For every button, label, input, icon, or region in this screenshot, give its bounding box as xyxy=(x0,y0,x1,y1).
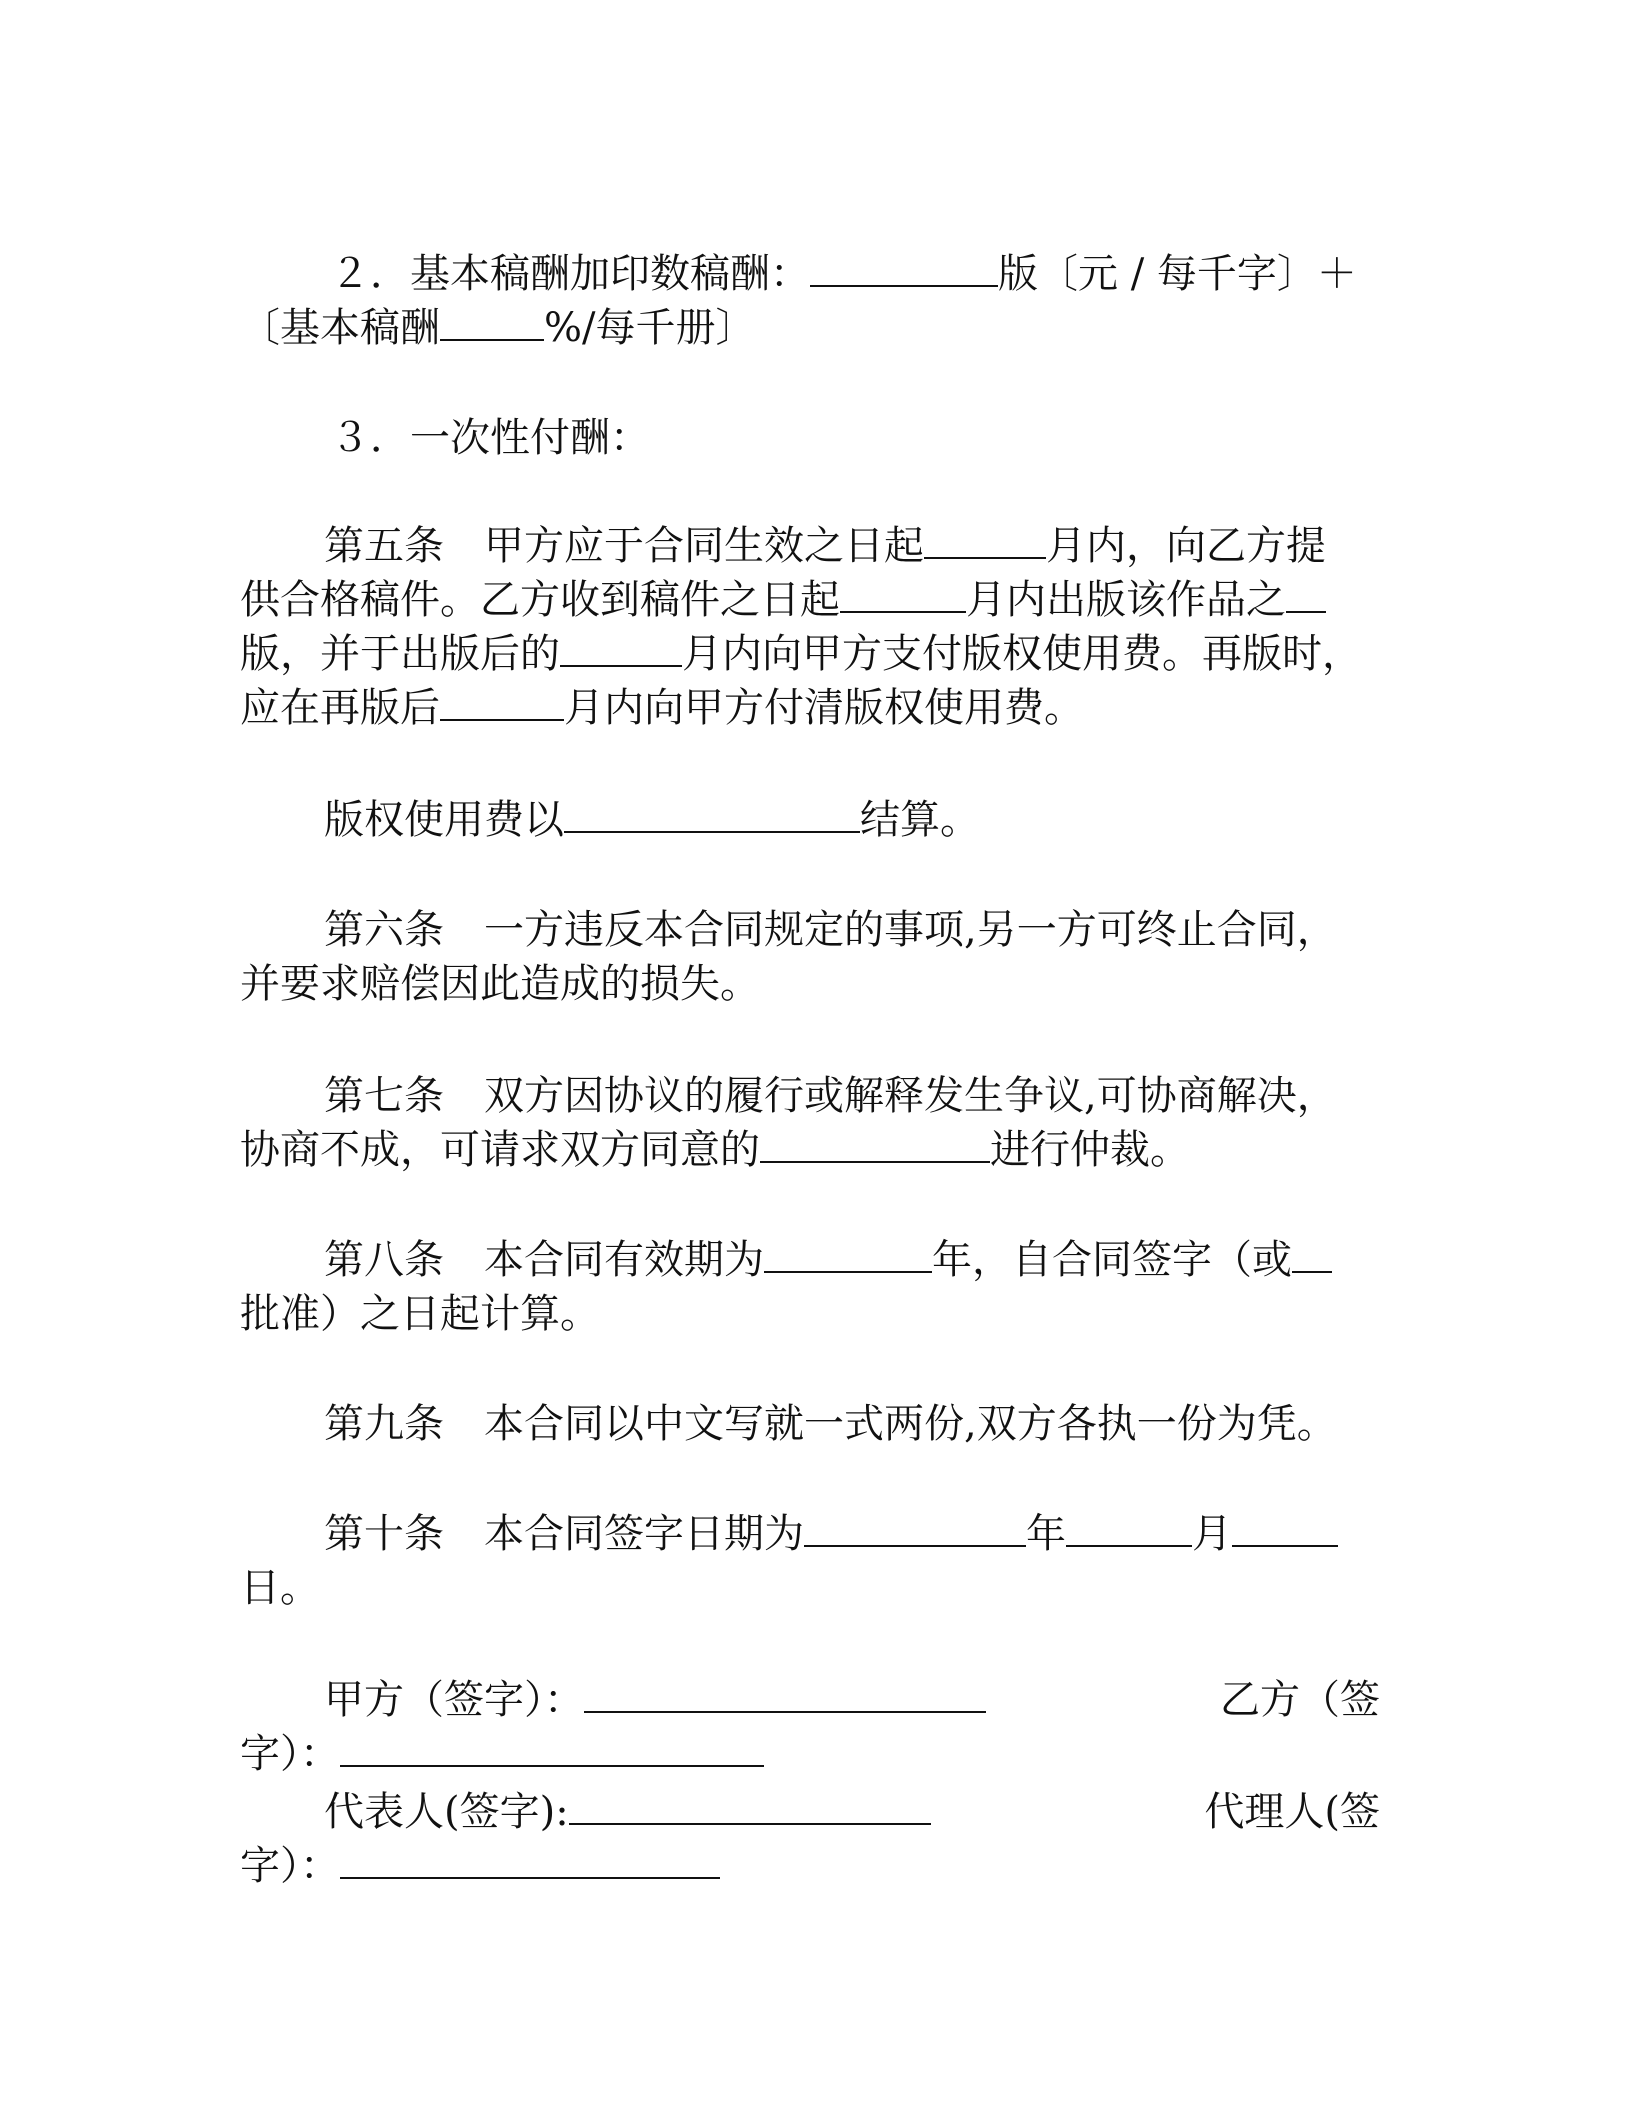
article6-text-2: 并要求赔偿因此造成的损失。 xyxy=(240,961,760,1007)
party-a-signature-field[interactable] xyxy=(584,1677,986,1713)
blank-field[interactable] xyxy=(764,1237,932,1273)
article8-text-1a: 第八条 本合同有效期为 xyxy=(324,1237,764,1283)
article9-line1 xyxy=(240,1396,1380,1452)
blank-field[interactable] xyxy=(1286,577,1326,613)
article5-text-3a: 版，并于出版后的 xyxy=(240,631,560,677)
article7-line1 xyxy=(240,1068,1380,1124)
blank-field[interactable] xyxy=(440,685,564,721)
article7-text-2a: 协商不成，可请求双方同意的 xyxy=(240,1127,760,1173)
representative-label: 代表人(签字): xyxy=(324,1789,569,1835)
blank-field[interactable] xyxy=(1292,1237,1332,1273)
party-b-label-cont: 字）： xyxy=(240,1731,340,1777)
blank-field[interactable] xyxy=(804,1511,1026,1547)
blank-field[interactable] xyxy=(924,523,1046,559)
article5-text-1b: 月内，向乙方提 xyxy=(1046,523,1326,569)
party-b-label: 乙方（签 xyxy=(1220,1677,1380,1723)
signature-row-2 xyxy=(240,1726,1380,1782)
agent-signature-field[interactable] xyxy=(340,1843,720,1879)
representative-signature-field[interactable] xyxy=(569,1789,931,1825)
item2-text-c: 〔基本稿酬 xyxy=(240,305,440,351)
article10-line1 xyxy=(240,1506,1380,1562)
party-b-signature-field[interactable] xyxy=(340,1731,764,1767)
article5-text-1a: 第五条 甲方应于合同生效之日起 xyxy=(324,523,924,569)
agent-label-cont: 字）： xyxy=(240,1843,340,1889)
article5-text-4a: 应在再版后 xyxy=(240,685,440,731)
party-a-label: 甲方（签字）： xyxy=(324,1677,584,1723)
article5-text-2b: 月内出版该作品之 xyxy=(966,577,1286,623)
article9-text-1: 第九条 本合同以中文写就一式两份,双方各执一份为凭。 xyxy=(324,1401,1337,1447)
article10-text-2: 日。 xyxy=(240,1565,320,1611)
blank-field[interactable] xyxy=(564,797,860,833)
blank-field[interactable] xyxy=(560,631,682,667)
article6-line1 xyxy=(240,902,1380,958)
article5-line1 xyxy=(240,518,1380,574)
settlement-text-b: 结算。 xyxy=(860,797,980,843)
article5-line3 xyxy=(240,626,1380,682)
article7-text-1: 第七条 双方因协议的履行或解释发生争议,可协商解决， xyxy=(324,1073,1337,1119)
blank-field[interactable] xyxy=(1232,1511,1338,1547)
article8-text-1b: 年，自合同签字（或 xyxy=(932,1237,1292,1283)
item2-line2 xyxy=(240,300,1380,356)
article5-text-3b: 月内向甲方支付版权使用费。再版时， xyxy=(682,631,1362,677)
item3-line xyxy=(240,410,1380,466)
settlement-text-a: 版权使用费以 xyxy=(324,797,564,843)
article10-text-1c: 月 xyxy=(1192,1511,1232,1557)
article5-line4 xyxy=(240,680,1380,736)
article5-text-2a: 供合格稿件。乙方收到稿件之日起 xyxy=(240,577,840,623)
article8-line1 xyxy=(240,1232,1380,1288)
article7-line2 xyxy=(240,1122,1380,1178)
article10-line2 xyxy=(240,1560,1380,1616)
contract-page xyxy=(240,0,1380,2112)
blank-field[interactable] xyxy=(840,577,966,613)
item2-line1 xyxy=(240,246,1380,302)
settlement-line xyxy=(240,792,1380,848)
blank-field[interactable] xyxy=(810,251,998,287)
agent-label: 代理人(签 xyxy=(1204,1789,1380,1835)
article5-line2 xyxy=(240,572,1380,628)
blank-field[interactable] xyxy=(1066,1511,1192,1547)
blank-field[interactable] xyxy=(760,1127,990,1163)
signature-row-3 xyxy=(240,1784,1380,1840)
item2-text-a: ２．基本稿酬加印数稿酬： xyxy=(330,251,810,297)
article6-text-1: 第六条 一方违反本合同规定的事项,另一方可终止合同， xyxy=(324,907,1337,953)
blank-field[interactable] xyxy=(440,305,544,341)
item2-text-d: %/每千册〕 xyxy=(544,305,756,351)
article10-text-1a: 第十条 本合同签字日期为 xyxy=(324,1511,804,1557)
article8-text-2: 批准）之日起计算。 xyxy=(240,1291,600,1337)
signature-row-1 xyxy=(240,1672,1380,1728)
article10-text-1b: 年 xyxy=(1026,1511,1066,1557)
item3-text: ３．一次性付酬： xyxy=(330,415,650,461)
article6-line2 xyxy=(240,956,1380,1012)
article8-line2 xyxy=(240,1286,1380,1342)
article7-text-2b: 进行仲裁。 xyxy=(990,1127,1190,1173)
item2-text-b: 版〔元 / 每千字〕＋ xyxy=(998,251,1357,297)
article5-text-4b: 月内向甲方付清版权使用费。 xyxy=(564,685,1084,731)
signature-row-4 xyxy=(240,1838,1380,1894)
